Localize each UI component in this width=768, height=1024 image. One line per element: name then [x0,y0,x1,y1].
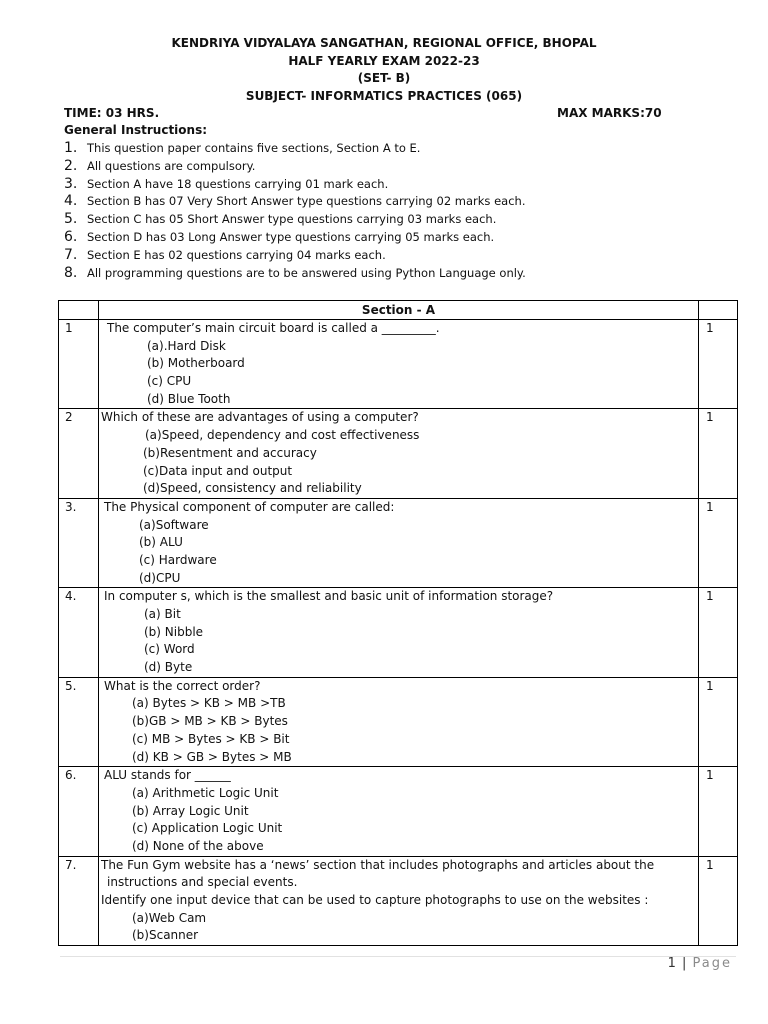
instruction-item [64,176,724,194]
question-row [59,588,738,677]
question-line: (d) KB > GB > Bytes > MB [132,749,292,764]
question-marks [699,409,738,498]
question-number-text: 2 [65,410,73,425]
question-line: (b)GB > MB > KB > Bytes [132,714,288,729]
instruction-number: 7. [64,246,78,263]
instruction-text: Section A have 18 questions carrying 01 mark each. [87,176,389,191]
question-body [99,677,699,766]
question-row [59,677,738,766]
marks-text: 1 [706,678,714,693]
question-line: (c) Hardware [139,552,217,567]
question-text: What is the correct order? [104,678,261,693]
question-table [58,300,738,946]
page-separator: | [681,956,688,971]
question-line: (b) Motherboard [147,356,245,371]
page-number: 1 [667,956,677,971]
question-line: (d) Blue Tooth [147,391,231,406]
question-text: The Physical component of computer are called: [104,499,395,514]
question-text: The Fun Gym website has a ‘news’ section that includes photographs and articles about the [101,857,655,872]
question-line: instructions and special events. [107,875,298,890]
question-line: (d) None of the above [132,838,264,853]
instruction-text: Section B has 07 Very Short Answer type questions carrying 02 marks each. [87,194,526,209]
question-row [59,767,738,856]
instruction-item [64,140,724,158]
question-marks [699,320,738,409]
marks-text: 1 [706,410,714,425]
question-line: (a)Speed, dependency and cost effectiveness [145,428,420,443]
instruction-item [64,247,724,265]
question-body [99,767,699,856]
question-number [59,498,99,587]
header-marks-cell [699,301,738,320]
footer-divider [60,956,736,957]
instruction-text: All questions are compulsory. [87,158,256,173]
instruction-number: 1. [64,140,78,156]
marks-text: 1 [706,768,714,783]
instruction-number: 6. [64,228,78,245]
set-label: (SET- B) [357,71,411,85]
question-line: (a) Arithmetic Logic Unit [132,785,279,800]
subject-title: SUBJECT- INFORMATICS PRACTICES (065) [245,89,523,103]
question-text: Which of these are advantages of using a computer? [101,410,419,425]
question-line: (b) Array Logic Unit [132,803,249,818]
question-line: (a) Bit [144,607,181,621]
section-title: Section - A [99,301,699,320]
instruction-text: Section D has 03 Long Answer type questions carrying 05 marks each. [87,229,495,244]
question-marks [699,677,738,766]
question-line: (c)Data input and output [143,463,293,478]
question-line: (a)Web Cam [132,910,207,925]
question-number-text: 7. [65,857,77,872]
question-number [59,409,99,498]
question-line: (c) MB > Bytes > KB > Bit [132,731,290,746]
question-line: (c) Word [144,642,195,657]
question-number [59,677,99,766]
marks-text: 1 [706,589,714,604]
question-number-text: 6. [65,768,77,783]
question-body [99,498,699,587]
instruction-number: 4. [64,193,78,210]
instruction-number: 8. [64,264,78,281]
question-number-text: 5. [65,678,77,693]
question-line: (b) Nibble [144,624,204,639]
question-line: (b)Resentment and accuracy [143,445,317,460]
instruction-number: 2. [64,157,78,174]
question-line: (c) CPU [147,374,192,389]
question-text: ALU stands for ______ [104,768,231,783]
question-number [59,320,99,409]
exam-title: HALF YEARLY EXAM 2022-23 [288,54,480,68]
question-line: (b) ALU [139,535,183,550]
question-line: (a)Software [139,517,209,532]
marks-text: 1 [706,499,714,514]
question-number [59,767,99,856]
marks-text: 1 [706,857,714,872]
question-line: (d)Speed, consistency and reliability [143,481,362,496]
school-title: KENDRIYA VIDYALAYA SANGATHAN, REGIONAL OFFICE, BHOPAL [171,36,597,50]
question-body [99,856,699,945]
page-word: Page [692,956,732,971]
question-marks [699,588,738,677]
time-label: TIME: 03 HRS. [64,106,160,120]
instruction-text: This question paper contains five sections, Section A to E. [87,141,421,155]
instruction-number: 5. [64,211,78,228]
general-instructions-heading: General Instructions: [64,123,208,137]
question-number-text: 3. [65,499,77,514]
question-line: (a).Hard Disk [147,338,226,353]
question-row [59,320,738,409]
question-number [59,588,99,677]
question-line: (d) Byte [144,660,193,675]
question-line: Identify one input device that can be used to capture photographs to use on the websites : [101,893,649,907]
question-number-text: 4. [65,589,77,604]
question-row [59,498,738,587]
question-marks [699,498,738,587]
instruction-item [64,193,724,211]
max-marks-label: MAX MARKS:70 [557,106,662,120]
question-marks [699,767,738,856]
header-num-cell [59,301,99,320]
instruction-text: Section E has 02 questions carrying 04 marks each. [87,247,386,262]
instruction-item [64,211,724,229]
marks-text: 1 [706,321,714,335]
instructions-list [64,140,724,282]
question-row [59,856,738,945]
question-line: (b)Scanner [132,928,199,943]
question-marks [699,856,738,945]
question-line: (a) Bytes > KB > MB >TB [132,696,286,711]
question-line: (d)CPU [139,570,181,585]
instruction-item [64,158,724,176]
question-number [59,856,99,945]
instruction-item [64,229,724,247]
section-header-row [59,301,738,320]
question-number-text: 1 [65,321,73,335]
question-row [59,409,738,498]
question-text: In computer s, which is the smallest and basic unit of information storage? [104,589,554,604]
question-body [99,588,699,677]
instruction-text: Section C has 05 Short Answer type questions carrying 03 marks each. [87,212,497,227]
instruction-text: All programming questions are to be answered using Python Language only. [87,265,526,280]
question-body [99,409,699,498]
instruction-item [64,265,724,283]
question-line: (c) Application Logic Unit [132,821,283,836]
instruction-number: 3. [64,175,78,192]
page-footer [668,956,732,971]
question-text: The computer’s main circuit board is called a _________. [107,321,440,335]
question-body [99,320,699,409]
